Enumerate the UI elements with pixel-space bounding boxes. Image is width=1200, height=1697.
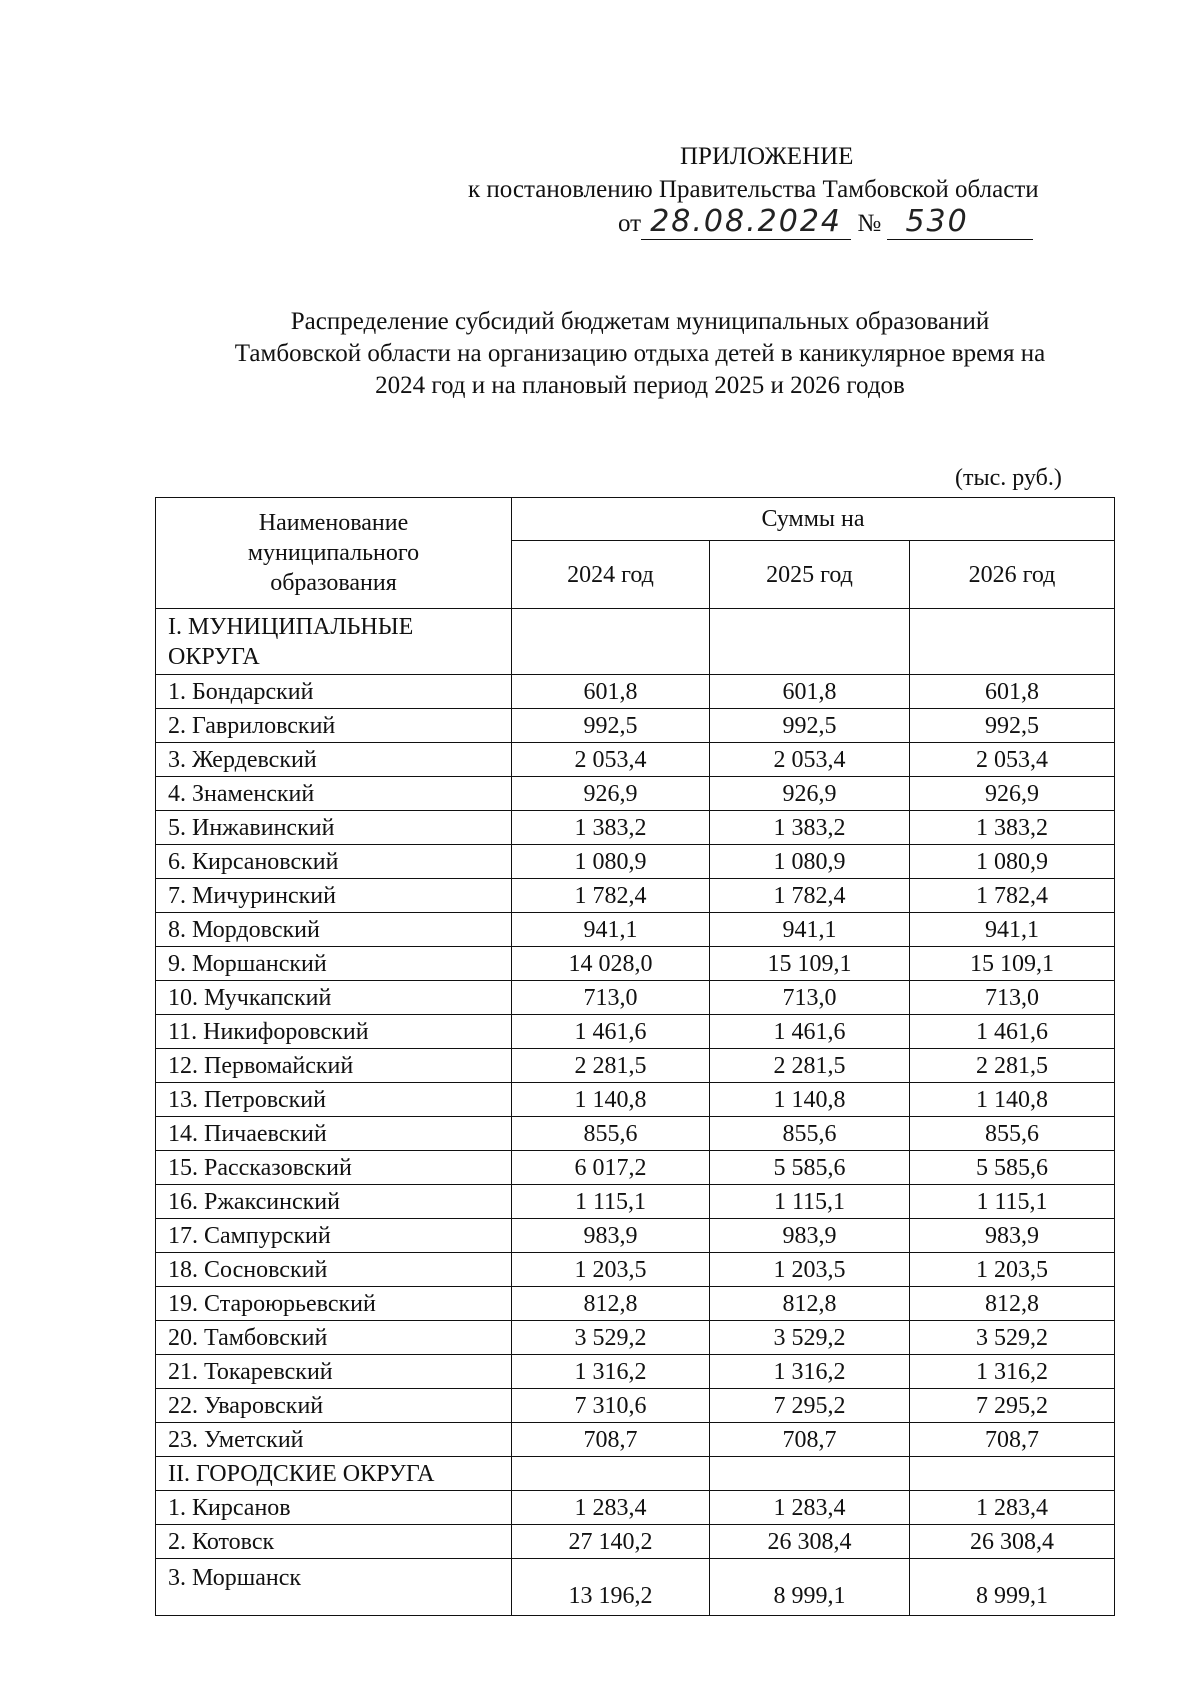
table-row [156,947,1115,981]
header-year-2025: 2025 год [710,541,910,609]
table-row [156,1491,1115,1525]
value-2025-cell: 713,0 [710,981,910,1015]
table-row [156,1049,1115,1083]
value-2026-cell: 7 295,2 [910,1389,1115,1423]
value-2024-cell: 992,5 [512,709,710,743]
value-2024-cell: 1 782,4 [512,879,710,913]
value-2025-cell: 941,1 [710,913,910,947]
value-2025-cell: 992,5 [710,709,910,743]
header-year-2024: 2024 год [512,541,710,609]
value-2025-cell: 1 383,2 [710,811,910,845]
value-2026-cell: 1 283,4 [910,1491,1115,1525]
value-2024-cell: 1 080,9 [512,845,710,879]
value-2025-cell: 1 782,4 [710,879,910,913]
value-2024-cell: 601,8 [512,675,710,709]
table-row [156,1253,1115,1287]
value-2026-cell: 1 080,9 [910,845,1115,879]
handwritten-number: 530 [887,204,1033,240]
value-2024-cell: 2 053,4 [512,743,710,777]
value-2026-cell: 2 053,4 [910,743,1115,777]
empty-cell [512,1457,710,1491]
municipality-name-cell: 17. Сампурский [156,1219,512,1253]
value-2024-cell: 1 383,2 [512,811,710,845]
table-row [156,1355,1115,1389]
appendix-title: ПРИЛОЖЕНИЕ [680,143,854,170]
table-row [156,1559,1115,1616]
appendix-date-row [618,204,1033,244]
table-row [156,913,1115,947]
table-row [156,709,1115,743]
empty-cell [710,609,910,675]
value-2024-cell: 14 028,0 [512,947,710,981]
value-2026-cell: 1 461,6 [910,1015,1115,1049]
value-2024-cell: 1 203,5 [512,1253,710,1287]
table-row [156,1423,1115,1457]
value-2025-cell: 601,8 [710,675,910,709]
municipality-name-cell: 8. Мордовский [156,913,512,947]
municipality-name-cell: 10. Мучкапский [156,981,512,1015]
unit-note: (тыс. руб.) [955,465,1062,491]
municipality-name-cell: 5. Инжавинский [156,811,512,845]
value-2025-cell: 1 316,2 [710,1355,910,1389]
appendix-subtitle: к постановлению Правительства Тамбовской области [468,176,1039,203]
municipality-name-cell: 7. Мичуринский [156,879,512,913]
value-2026-cell: 1 203,5 [910,1253,1115,1287]
header-name-cell [156,498,512,609]
municipality-name-cell: 9. Моршанский [156,947,512,981]
value-2025-cell: 1 140,8 [710,1083,910,1117]
value-2024-cell: 13 196,2 [512,1559,710,1616]
value-2025-cell: 2 053,4 [710,743,910,777]
municipality-name-cell: 20. Тамбовский [156,1321,512,1355]
section-title: II. ГОРОДСКИЕ ОКРУГА [156,1457,512,1491]
empty-cell [910,609,1115,675]
value-2026-cell: 2 281,5 [910,1049,1115,1083]
municipality-name-cell: 15. Рассказовский [156,1151,512,1185]
value-2025-cell: 7 295,2 [710,1389,910,1423]
value-2026-cell: 983,9 [910,1219,1115,1253]
value-2025-cell: 926,9 [710,777,910,811]
value-2025-cell: 1 203,5 [710,1253,910,1287]
date-prefix: от [618,210,642,237]
section-row-municipal-districts [156,609,1115,675]
section-title-line: ОКРУГА [168,643,260,670]
municipality-name-cell: 6. Кирсановский [156,845,512,879]
value-2026-cell: 855,6 [910,1117,1115,1151]
document-title-line: Распределение субсидий бюджетам муниципальных образований [290,308,990,335]
value-2024-cell: 1 115,1 [512,1185,710,1219]
municipality-name-cell: 21. Токаревский [156,1355,512,1389]
value-2024-cell: 1 140,8 [512,1083,710,1117]
table-row [156,1151,1115,1185]
value-2026-cell: 15 109,1 [910,947,1115,981]
table-row [156,777,1115,811]
value-2026-cell: 1 316,2 [910,1355,1115,1389]
table-row [156,845,1115,879]
table-row [156,811,1115,845]
document-title [160,306,1120,402]
municipality-name-cell: 22. Уваровский [156,1389,512,1423]
value-2024-cell: 926,9 [512,777,710,811]
header-sums-cell: Суммы на [512,498,1115,541]
table-row [156,1117,1115,1151]
value-2026-cell: 8 999,1 [910,1559,1115,1616]
municipality-name-cell: 12. Первомайский [156,1049,512,1083]
table-row [156,675,1115,709]
municipality-name-cell: 4. Знаменский [156,777,512,811]
value-2026-cell: 941,1 [910,913,1115,947]
value-2024-cell: 1 283,4 [512,1491,710,1525]
value-2025-cell: 15 109,1 [710,947,910,981]
value-2026-cell: 3 529,2 [910,1321,1115,1355]
table-row [156,1015,1115,1049]
value-2025-cell: 8 999,1 [710,1559,910,1616]
value-2025-cell: 26 308,4 [710,1525,910,1559]
table-row [156,879,1115,913]
value-2025-cell: 812,8 [710,1287,910,1321]
municipality-name-cell: 18. Сосновский [156,1253,512,1287]
value-2024-cell: 6 017,2 [512,1151,710,1185]
table-row [156,1389,1115,1423]
value-2026-cell: 1 782,4 [910,879,1115,913]
table-row [156,1219,1115,1253]
municipality-name-cell: 23. Уметский [156,1423,512,1457]
municipality-name-cell: 19. Староюрьевский [156,1287,512,1321]
value-2025-cell: 983,9 [710,1219,910,1253]
value-2025-cell: 5 585,6 [710,1151,910,1185]
value-2026-cell: 713,0 [910,981,1115,1015]
municipality-name-cell: 2. Котовск [156,1525,512,1559]
value-2025-cell: 1 080,9 [710,845,910,879]
value-2026-cell: 26 308,4 [910,1525,1115,1559]
table-row [156,1287,1115,1321]
empty-cell [910,1457,1115,1491]
empty-cell [710,1457,910,1491]
value-2024-cell: 983,9 [512,1219,710,1253]
municipality-name-cell: 2. Гавриловский [156,709,512,743]
value-2024-cell: 27 140,2 [512,1525,710,1559]
value-2024-cell: 3 529,2 [512,1321,710,1355]
value-2024-cell: 941,1 [512,913,710,947]
document-title-line: Тамбовской области на организацию отдыха детей в каникулярное время на [234,340,1046,367]
value-2025-cell: 3 529,2 [710,1321,910,1355]
number-prefix: № [857,210,882,237]
table-row [156,743,1115,777]
value-2025-cell: 1 461,6 [710,1015,910,1049]
municipality-name-cell: 3. Жердевский [156,743,512,777]
handwritten-date: 28.08.2024 [641,204,851,240]
table-row [156,981,1115,1015]
municipality-name-cell: 1. Кирсанов [156,1491,512,1525]
value-2025-cell: 1 115,1 [710,1185,910,1219]
value-2026-cell: 1 383,2 [910,811,1115,845]
value-2024-cell: 812,8 [512,1287,710,1321]
municipality-name-cell: 11. Никифоровский [156,1015,512,1049]
header-name-line: образования [270,570,397,596]
table-row [156,1185,1115,1219]
value-2026-cell: 812,8 [910,1287,1115,1321]
header-name-line: Наименование [258,510,409,536]
value-2024-cell: 2 281,5 [512,1049,710,1083]
value-2024-cell: 713,0 [512,981,710,1015]
document-title-line: 2024 год и на плановый период 2025 и 2026 годов [375,372,905,399]
table-row [156,1525,1115,1559]
municipality-name-cell: 14. Пичаевский [156,1117,512,1151]
value-2026-cell: 601,8 [910,675,1115,709]
value-2026-cell: 992,5 [910,709,1115,743]
value-2025-cell: 855,6 [710,1117,910,1151]
value-2026-cell: 708,7 [910,1423,1115,1457]
value-2024-cell: 1 316,2 [512,1355,710,1389]
value-2024-cell: 855,6 [512,1117,710,1151]
empty-cell [512,609,710,675]
header-year-2026: 2026 год [910,541,1115,609]
value-2024-cell: 7 310,6 [512,1389,710,1423]
value-2024-cell: 1 461,6 [512,1015,710,1049]
section-title [156,609,512,675]
value-2026-cell: 5 585,6 [910,1151,1115,1185]
value-2026-cell: 1 140,8 [910,1083,1115,1117]
value-2026-cell: 926,9 [910,777,1115,811]
header-name-line: муниципального [247,540,420,566]
municipality-name-cell: 1. Бондарский [156,675,512,709]
section-title-line: I. МУНИЦИПАЛЬНЫЕ [168,613,414,640]
value-2025-cell: 708,7 [710,1423,910,1457]
value-2025-cell: 2 281,5 [710,1049,910,1083]
subsidy-table [155,497,1115,1616]
municipality-name-cell: 3. Моршанск [156,1559,512,1616]
municipality-name-cell: 16. Ржаксинский [156,1185,512,1219]
value-2025-cell: 1 283,4 [710,1491,910,1525]
table-row [156,1083,1115,1117]
value-2024-cell: 708,7 [512,1423,710,1457]
municipality-name-cell: 13. Петровский [156,1083,512,1117]
section-row-city-districts [156,1457,1115,1491]
value-2026-cell: 1 115,1 [910,1185,1115,1219]
table-row [156,1321,1115,1355]
